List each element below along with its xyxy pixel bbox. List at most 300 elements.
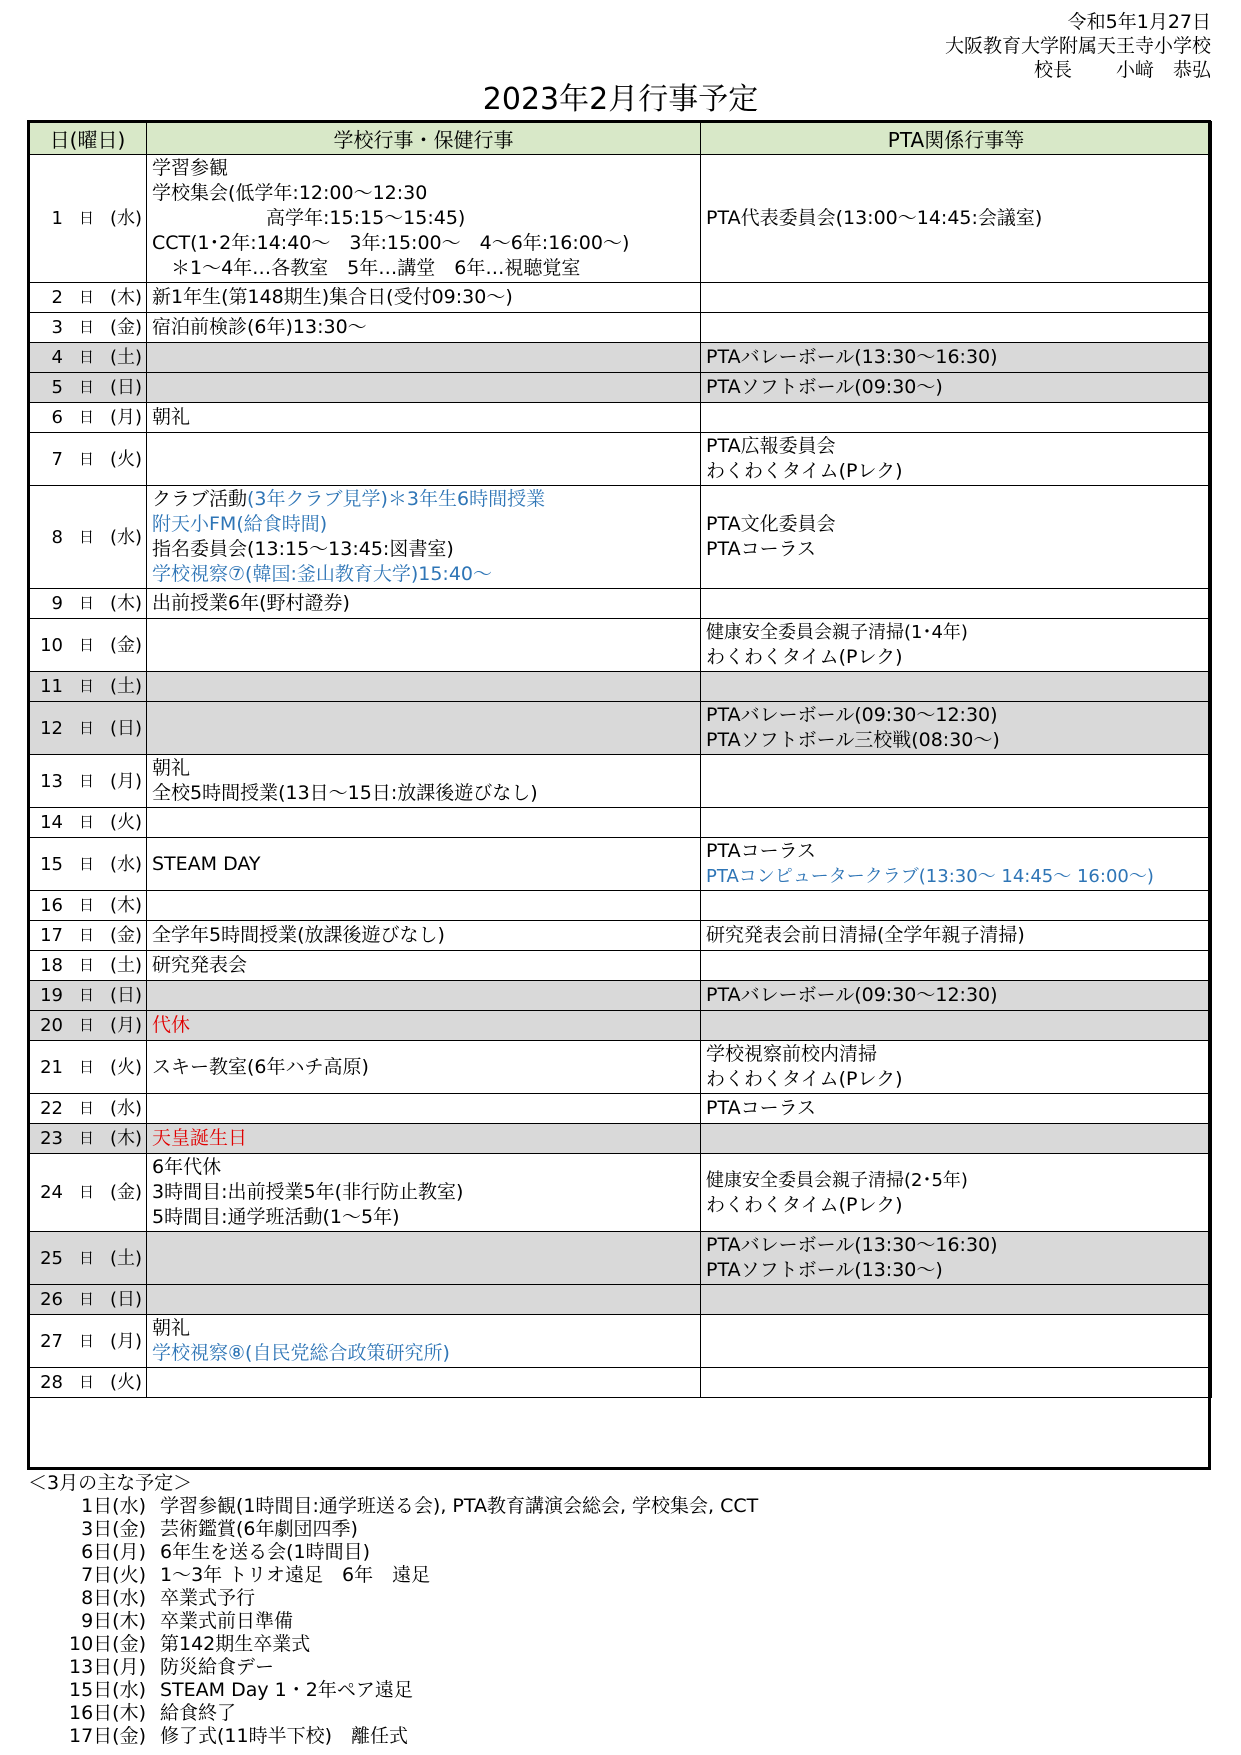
- pta-event: [706, 1168, 1206, 1193]
- day-cell: [29, 702, 147, 755]
- pta-event: [706, 1096, 1206, 1121]
- school-event-cell: [147, 403, 701, 433]
- pta-event: [706, 206, 1206, 231]
- school-event: [152, 756, 695, 781]
- day-of-week: (水): [109, 853, 142, 875]
- school-event-cell: [147, 1041, 701, 1094]
- day-number: 18: [40, 955, 63, 976]
- event-text: 附天小FM(給食時間): [152, 513, 328, 535]
- school-event: [152, 537, 695, 562]
- day-cell: [29, 921, 147, 951]
- march-item-date: 17日(金): [68, 1725, 146, 1747]
- school-event: [152, 1013, 695, 1038]
- day-unit: 日: [78, 1057, 94, 1076]
- pta-event: [706, 1042, 1206, 1067]
- event-text: ＊1～4年…各教室 5年…講堂 6年…視聴覚室: [152, 257, 581, 279]
- table-row: [29, 433, 1212, 486]
- table-row: [29, 1154, 1212, 1232]
- day-of-week: (土): [109, 1247, 142, 1269]
- day-of-week: (木): [109, 593, 142, 614]
- pta-event: [706, 983, 1206, 1008]
- march-item: [28, 1495, 758, 1518]
- event-text: PTAコーラス: [706, 840, 817, 862]
- pta-event-cell: [701, 1315, 1212, 1368]
- table-row: [29, 403, 1212, 433]
- day-cell: [29, 672, 147, 702]
- march-item: [28, 1541, 758, 1564]
- day-of-week: (金): [109, 1182, 142, 1203]
- day-unit: 日: [78, 348, 94, 366]
- school-event: [152, 315, 695, 340]
- day-cell: [29, 589, 147, 619]
- table-row: [29, 1124, 1212, 1154]
- pta-event: [706, 1193, 1206, 1218]
- school-event: [152, 591, 695, 616]
- pta-event: [706, 1258, 1206, 1283]
- school-event-cell: [147, 951, 701, 981]
- event-text: クラブ活動: [152, 488, 248, 510]
- day-cell: [29, 808, 147, 838]
- march-item-date: 7日(火): [81, 1564, 146, 1586]
- day-cell: [29, 1154, 147, 1232]
- event-text: PTAバレーボール(09:30～12:30): [706, 984, 998, 1006]
- school-event: [152, 512, 695, 537]
- pta-event-cell: [701, 755, 1212, 808]
- event-text: 全校5時間授業(13日～15日:放課後遊びなし): [152, 782, 538, 804]
- pta-event-cell: [701, 486, 1212, 589]
- day-unit: 日: [78, 1331, 94, 1350]
- event-text: 学校集会(低学年:12:00～12:30: [152, 182, 428, 204]
- day-number: 14: [40, 812, 63, 833]
- day-cell: [29, 486, 147, 589]
- pta-event-cell: [701, 1124, 1212, 1154]
- event-text: 朝礼: [152, 406, 191, 428]
- table-row: [29, 155, 1212, 283]
- march-item: [28, 1656, 758, 1679]
- day-of-week: (月): [109, 770, 142, 792]
- pta-event-cell: [701, 921, 1212, 951]
- day-of-week: (日): [109, 377, 142, 398]
- school-event-cell: [147, 1315, 701, 1368]
- march-item-text: STEAM Day 1・2年ペア遠足: [160, 1679, 413, 1701]
- event-text: PTAコーラス: [706, 538, 817, 560]
- principal-name: 小﨑 恭弘: [1115, 59, 1211, 81]
- day-unit: 日: [78, 288, 94, 306]
- school-event-cell: [147, 1094, 701, 1124]
- event-text: PTAコンピュータークラブ(13:30～ 14:45～ 16:00～): [706, 866, 1154, 887]
- event-text: PTA文化委員会: [706, 513, 836, 535]
- table-row: [29, 589, 1212, 619]
- day-of-week: (水): [109, 208, 142, 229]
- table-row: [29, 1368, 1212, 1398]
- table-row: [29, 1285, 1212, 1315]
- day-unit: 日: [78, 926, 94, 944]
- march-item: [28, 1610, 758, 1633]
- pta-event: [706, 839, 1206, 864]
- day-of-week: (月): [109, 1015, 142, 1036]
- school-event: [152, 562, 695, 587]
- day-unit: 日: [78, 1290, 94, 1308]
- day-number: 12: [40, 717, 63, 739]
- table-row: [29, 702, 1212, 755]
- march-item-date: 15日(水): [68, 1679, 146, 1701]
- event-text: PTA代表委員会(13:00～14:45:会議室): [706, 207, 1043, 229]
- day-unit: 日: [78, 1373, 94, 1391]
- table-row: [29, 1232, 1212, 1285]
- pta-event-cell: [701, 891, 1212, 921]
- day-number: 9: [51, 593, 63, 614]
- pta-event: [706, 728, 1206, 753]
- event-text: 3時間目:出前授業5年(非行防止教室): [152, 1181, 464, 1203]
- day-unit: 日: [78, 527, 94, 546]
- day-unit: 日: [78, 378, 94, 396]
- day-number: 15: [40, 853, 63, 875]
- day-number: 7: [51, 448, 63, 470]
- day-unit: 日: [78, 635, 94, 654]
- march-item: [28, 1633, 758, 1656]
- day-unit: 日: [78, 986, 94, 1004]
- pta-event: [706, 620, 1206, 645]
- pta-event: [706, 864, 1206, 889]
- pta-event-cell: [701, 1232, 1212, 1285]
- issue-date: 令和5年1月27日: [1067, 11, 1211, 33]
- day-of-week: (土): [109, 955, 142, 976]
- day-of-week: (火): [109, 1056, 142, 1078]
- school-event: [152, 256, 695, 281]
- day-number: 24: [40, 1182, 63, 1203]
- table-row: [29, 951, 1212, 981]
- day-cell: [29, 373, 147, 403]
- day-cell: [29, 838, 147, 891]
- pta-event: [706, 434, 1206, 459]
- day-cell: [29, 1368, 147, 1398]
- day-number: 13: [40, 770, 63, 792]
- event-text: PTAソフトボール三校戦(08:30～): [706, 729, 1000, 751]
- day-unit: 日: [78, 1183, 94, 1201]
- event-text: 健康安全委員会親子清掃(2･5年): [706, 1169, 968, 1191]
- march-item-text: 給食終了: [160, 1702, 237, 1724]
- day-unit: 日: [78, 594, 94, 612]
- table-row: [29, 619, 1212, 672]
- day-unit: 日: [78, 1248, 94, 1267]
- march-item-text: 第142期生卒業式: [160, 1633, 311, 1655]
- day-unit: 日: [78, 718, 94, 737]
- march-item-text: 1～3年 トリオ遠足 6年 遠足: [160, 1564, 431, 1586]
- pta-event-cell: [701, 1041, 1212, 1094]
- day-unit: 日: [78, 896, 94, 914]
- school-event-cell: [147, 283, 701, 313]
- day-number: 23: [40, 1128, 63, 1149]
- day-cell: [29, 313, 147, 343]
- event-text: 新1年生(第148期生)集合日(受付09:30～): [152, 286, 513, 308]
- header-day: 日(曜日): [29, 122, 147, 155]
- school-event-cell: [147, 1285, 701, 1315]
- school-event-cell: [147, 702, 701, 755]
- school-event-cell: [147, 433, 701, 486]
- day-cell: [29, 1124, 147, 1154]
- event-text: 学校視察⑦(韓国:釜山教育大学)15:40～: [152, 563, 493, 585]
- day-of-week: (水): [109, 526, 142, 548]
- event-text: 全学年5時間授業(放課後遊びなし): [152, 924, 445, 946]
- pta-event-cell: [701, 433, 1212, 486]
- day-of-week: (水): [109, 1098, 142, 1119]
- day-of-week: (木): [109, 1128, 142, 1149]
- event-text: わくわくタイム(Pレク): [706, 1193, 903, 1216]
- event-text: PTAソフトボール(09:30～): [706, 376, 943, 398]
- event-text: 学習参観: [152, 157, 229, 179]
- day-of-week: (木): [109, 287, 142, 308]
- day-cell: [29, 1315, 147, 1368]
- event-text: CCT(1･2年:14:40～ 3年:15:00～ 4～6年:16:00～): [152, 232, 630, 254]
- day-unit: 日: [78, 1099, 94, 1117]
- event-text: 朝礼: [152, 757, 191, 779]
- school-event: [152, 285, 695, 310]
- school-event: [152, 1055, 695, 1080]
- day-cell: [29, 403, 147, 433]
- pta-event-cell: [701, 343, 1212, 373]
- day-unit: 日: [78, 318, 94, 336]
- march-item-text: 修了式(11時半下校) 離任式: [160, 1725, 409, 1747]
- event-text: 宿泊前検診(6年)13:30～: [152, 316, 367, 338]
- march-item-date: 3日(金): [81, 1518, 146, 1540]
- march-schedule: [28, 1472, 758, 1748]
- school-event-cell: [147, 672, 701, 702]
- school-event: [152, 181, 695, 206]
- table-row: [29, 891, 1212, 921]
- event-text: わくわくタイム(Pレク): [706, 1068, 903, 1090]
- school-event-cell: [147, 1124, 701, 1154]
- table-row: [29, 1315, 1212, 1368]
- day-unit: 日: [78, 209, 94, 227]
- table-row: [29, 672, 1212, 702]
- pta-event-cell: [701, 1154, 1212, 1232]
- day-of-week: (土): [109, 347, 142, 368]
- school-event-cell: [147, 981, 701, 1011]
- school-event: [152, 1205, 695, 1230]
- day-of-week: (土): [109, 676, 142, 697]
- event-text: スキー教室(6年ハチ高原): [152, 1055, 369, 1078]
- day-number: 20: [40, 1015, 63, 1036]
- pta-event-cell: [701, 951, 1212, 981]
- day-of-week: (金): [109, 925, 142, 946]
- event-text: PTAバレーボール(09:30～12:30): [706, 704, 998, 726]
- pta-event-cell: [701, 373, 1212, 403]
- march-item-text: 卒業式予行: [160, 1587, 256, 1609]
- pta-event: [706, 645, 1206, 670]
- header-school-events: 学校行事・保健行事: [147, 122, 701, 155]
- pta-event-cell: [701, 672, 1212, 702]
- event-text: PTAバレーボール(13:30～16:30): [706, 346, 998, 368]
- event-text: 学校視察前校内清掃: [706, 1043, 878, 1065]
- march-item-date: 8日(水): [81, 1587, 146, 1609]
- event-text: STEAM DAY: [152, 852, 261, 875]
- table-row: [29, 1041, 1212, 1094]
- pta-event-cell: [701, 1285, 1212, 1315]
- day-number: 10: [40, 634, 63, 656]
- day-cell: [29, 343, 147, 373]
- event-text: 代休: [152, 1014, 191, 1036]
- pta-event: [706, 1067, 1206, 1092]
- march-item-date: 10日(金): [68, 1633, 146, 1655]
- day-unit: 日: [78, 408, 94, 426]
- school-event-cell: [147, 313, 701, 343]
- table-row: [29, 755, 1212, 808]
- school-event-cell: [147, 373, 701, 403]
- school-event-cell: [147, 343, 701, 373]
- schedule-table: [28, 121, 1212, 1398]
- day-number: 3: [51, 317, 63, 338]
- event-text: PTAソフトボール(13:30～): [706, 1259, 943, 1281]
- pta-event: [706, 703, 1206, 728]
- day-cell: [29, 891, 147, 921]
- march-item-text: 卒業式前日準備: [160, 1610, 294, 1632]
- school-event-cell: [147, 589, 701, 619]
- march-item: [28, 1679, 758, 1702]
- table-row: [29, 486, 1212, 589]
- march-item-date: 13日(月): [68, 1656, 146, 1678]
- table-row: [29, 283, 1212, 313]
- march-item-text: 芸術鑑賞(6年劇団四季): [160, 1518, 358, 1540]
- pta-event-cell: [701, 1094, 1212, 1124]
- school-event-cell: [147, 1368, 701, 1398]
- march-item: [28, 1725, 758, 1748]
- day-unit: 日: [78, 813, 94, 831]
- day-number: 6: [51, 407, 63, 428]
- event-text: PTA広報委員会: [706, 435, 836, 457]
- march-item-text: 6年生を送る会(1時間目): [160, 1541, 371, 1563]
- march-item: [28, 1587, 758, 1610]
- table-header-row: [29, 122, 1212, 155]
- table-row: [29, 343, 1212, 373]
- school-event-cell: [147, 1232, 701, 1285]
- march-list: [28, 1495, 758, 1748]
- event-text: 6年代休: [152, 1156, 222, 1178]
- day-number: 17: [40, 925, 63, 946]
- day-of-week: (火): [109, 812, 142, 833]
- school-event: [152, 206, 695, 231]
- day-number: 1: [51, 208, 63, 229]
- day-cell: [29, 951, 147, 981]
- day-cell: [29, 1041, 147, 1094]
- event-text: 研究発表会: [152, 954, 248, 976]
- schedule-body: [29, 155, 1212, 1398]
- day-of-week: (日): [109, 717, 142, 739]
- event-text: わくわくタイム(Pレク): [706, 646, 903, 668]
- march-title: ＜3月の主な予定＞: [28, 1472, 193, 1494]
- table-row: [29, 981, 1212, 1011]
- school-event-cell: [147, 1154, 701, 1232]
- march-item-date: 1日(水): [81, 1495, 146, 1517]
- march-item-text: 防災給食デー: [160, 1656, 275, 1678]
- table-row: [29, 373, 1212, 403]
- day-number: 27: [40, 1330, 63, 1352]
- pta-event-cell: [701, 702, 1212, 755]
- event-text: 研究発表会前日清掃(全学年親子清掃): [706, 924, 1025, 946]
- day-number: 11: [40, 676, 63, 697]
- day-of-week: (月): [109, 407, 142, 428]
- event-text: 出前授業6年(野村證券): [152, 592, 350, 614]
- pta-event-cell: [701, 981, 1212, 1011]
- day-number: 8: [51, 526, 63, 548]
- day-cell: [29, 755, 147, 808]
- event-text: 天皇誕生日: [152, 1127, 248, 1149]
- day-of-week: (金): [109, 317, 142, 338]
- school-event-cell: [147, 155, 701, 283]
- day-number: 19: [40, 985, 63, 1006]
- pta-event-cell: [701, 283, 1212, 313]
- school-event: [152, 487, 695, 512]
- school-event: [152, 156, 695, 181]
- pta-event: [706, 923, 1206, 948]
- school-event: [152, 923, 695, 948]
- event-text: 学校視察⑧(自民党総合政策研究所): [152, 1342, 450, 1364]
- school-event-cell: [147, 755, 701, 808]
- march-item: [28, 1702, 758, 1725]
- pta-event: [706, 459, 1206, 484]
- school-name: 大阪教育大学附属天王寺小学校: [944, 35, 1211, 57]
- march-item: [28, 1518, 758, 1541]
- pta-event-cell: [701, 808, 1212, 838]
- day-of-week: (木): [109, 895, 142, 916]
- day-of-week: (金): [109, 634, 142, 656]
- event-text: 指名委員会(13:15～13:45:図書室): [152, 538, 454, 560]
- day-number: 25: [40, 1247, 63, 1269]
- day-cell: [29, 433, 147, 486]
- pta-event: [706, 537, 1206, 562]
- event-text: PTAコーラス: [706, 1097, 817, 1119]
- school-event: [152, 852, 695, 877]
- day-of-week: (月): [109, 1330, 142, 1352]
- table-row: [29, 1011, 1212, 1041]
- school-event-cell: [147, 808, 701, 838]
- school-event-cell: [147, 838, 701, 891]
- school-event: [152, 1180, 695, 1205]
- pta-event: [706, 375, 1206, 400]
- school-event: [152, 953, 695, 978]
- pta-event-cell: [701, 838, 1212, 891]
- day-number: 28: [40, 1372, 63, 1393]
- pta-event: [706, 1233, 1206, 1258]
- pta-event: [706, 512, 1206, 537]
- day-unit: 日: [78, 677, 94, 695]
- day-number: 21: [40, 1056, 63, 1078]
- day-cell: [29, 1094, 147, 1124]
- pta-event-cell: [701, 155, 1212, 283]
- pta-event-cell: [701, 1011, 1212, 1041]
- school-event-cell: [147, 1011, 701, 1041]
- event-text: PTAバレーボール(13:30～16:30): [706, 1234, 998, 1256]
- day-unit: 日: [78, 854, 94, 873]
- day-number: 26: [40, 1289, 63, 1310]
- day-of-week: (火): [109, 1372, 142, 1393]
- table-row: [29, 313, 1212, 343]
- table-row: [29, 808, 1212, 838]
- school-event: [152, 1316, 695, 1341]
- pta-event-cell: [701, 619, 1212, 672]
- day-cell: [29, 1232, 147, 1285]
- school-event: [152, 1341, 695, 1366]
- march-item-date: 9日(木): [81, 1610, 146, 1632]
- march-item-text: 学習参観(1時間目:通学班送る会), PTA教育講演会総会, 学校集会, CCT: [160, 1495, 759, 1517]
- day-number: 4: [51, 347, 63, 368]
- school-event: [152, 1126, 695, 1151]
- principal: [945, 58, 1211, 82]
- school-event-cell: [147, 891, 701, 921]
- event-text: わくわくタイム(Pレク): [706, 460, 903, 482]
- event-text: 朝礼: [152, 1317, 191, 1339]
- event-text: 健康安全委員会親子清掃(1･4年): [706, 622, 968, 643]
- school-event: [152, 231, 695, 256]
